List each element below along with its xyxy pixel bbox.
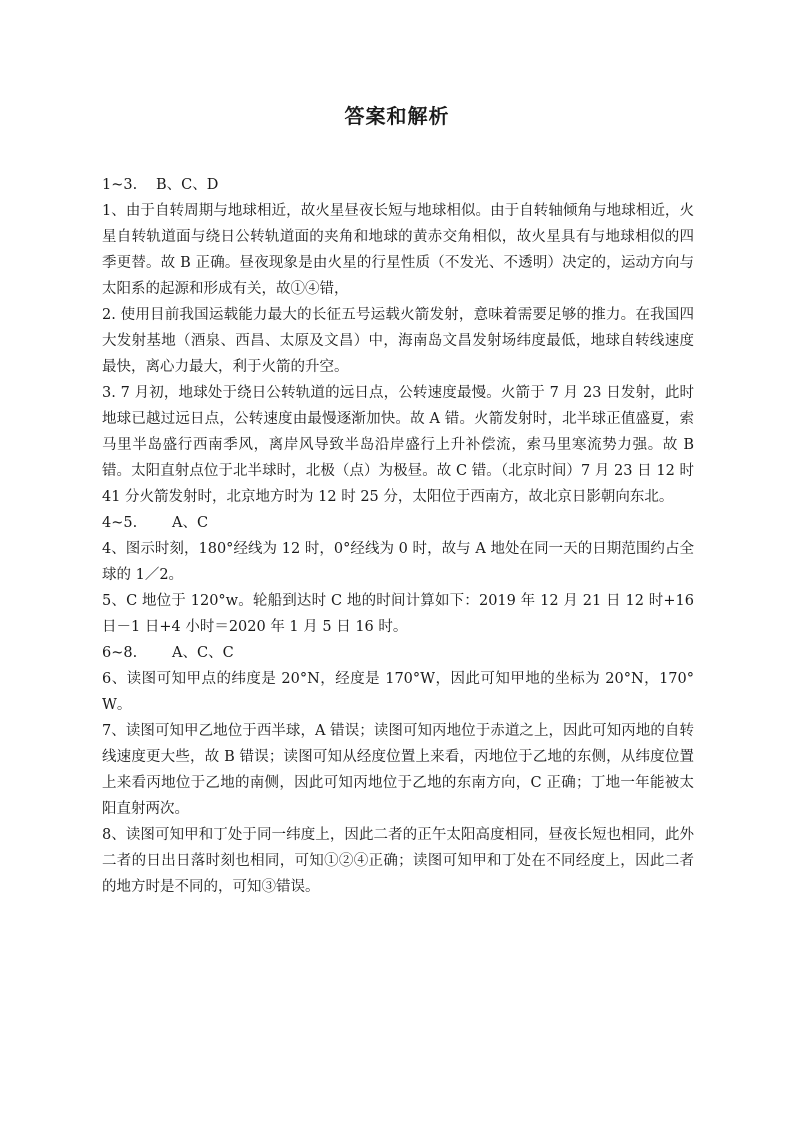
answer-values: A、C、C <box>172 645 234 661</box>
answer-values: A、C <box>172 515 209 531</box>
explanation-8: 8、读图可知甲和丁处于同一纬度上，因此二者的正午太阳高度相同，昼夜长短也相同，此外二者的日出日落时刻也相同，可知①②④正确；读图可知甲和丁处在不同经度上，因此二者的地方时是不同的，可知③错误。 <box>102 827 694 895</box>
explanation-4: 4、图示时刻，180°经线为 12 时，0°经线为 0 时，故与 A 地处在同一天的日期范围约占全球的 1／2。 <box>102 541 694 583</box>
explanation-5: 5、C 地位于 120°w。轮船到达时 C 地的时间计算如下：2019 年 12 月 21 日 12 时+16 日－1 日+4 小时＝2020 年 1 月 5 日 16 时。 <box>102 593 694 635</box>
explanation-2: 2. 使用目前我国运载能力最大的长征五号运载火箭发射，意味着需要足够的推力。在我国四大发射基地（酒泉、西昌、太原及文昌）中，海南岛文昌发射场纬度最低，地球自转线速度最快，离心力最大，利于火箭的升空。 <box>102 307 694 375</box>
answer-values: B、C、D <box>156 177 219 193</box>
explanation-3: 3. 7 月初，地球处于绕日公转轨道的远日点，公转速度最慢。火箭于 7 月 23 日发射，此时地球已越过远日点，公转速度由最慢逐渐加快。故 A 错。火箭发射时，北半球正值盛夏，索马里半岛盛行西南季风，离岸风导致半岛沿岸盛行上升补偿流，索马里寒流势力强。故 B 错。太阳直射点位于北半球时，北极（点）为极昼。故 C 错。（北京时间）7 月 23 日 12 时 41 分火箭发射时，北京地方时为 12 时 25 分，太阳位于西南方，故北京日影朝向东北。 <box>102 385 694 505</box>
explanation-7: 7、读图可知甲乙地位于西半球，A 错误；读图可知丙地位于赤道之上，因此可知丙地的自转线速度更大些，故 B 错误；读图可知从经度位置上来看，丙地位于乙地的东侧，从纬度位置上来看丙地位于乙地的南侧，因此可知丙地位于乙地的东南方向，C 正确；丁地一年能被太阳直射两次。 <box>102 723 694 817</box>
answer-range: 1~3. <box>102 177 138 193</box>
explanation-6: 6、读图可知甲点的纬度是 20°N，经度是 170°W，因此可知甲地的坐标为 20°N，170°W。 <box>102 671 694 713</box>
answer-key-4-5 <box>102 510 694 536</box>
answer-key-6-8 <box>102 640 694 666</box>
explanation-1: 1、由于自转周期与地球相近，故火星昼夜长短与地球相似。由于自转轴倾角与地球相近，火星自转轨道面与绕日公转轨道面的夹角和地球的黄赤交角相似，故火星具有与地球相似的四季更替。故 B 正确。昼夜现象是由火星的行星性质（不发光、不透明）决定的，运动方向与太阳系的起源和形成有关，故①④错， <box>102 203 694 297</box>
page-title: 答案和解析 <box>344 104 450 128</box>
answer-range: 6~8. <box>102 645 138 661</box>
answer-key-1-3 <box>102 172 694 198</box>
answer-range: 4~5. <box>102 515 138 531</box>
document-body <box>102 172 694 900</box>
